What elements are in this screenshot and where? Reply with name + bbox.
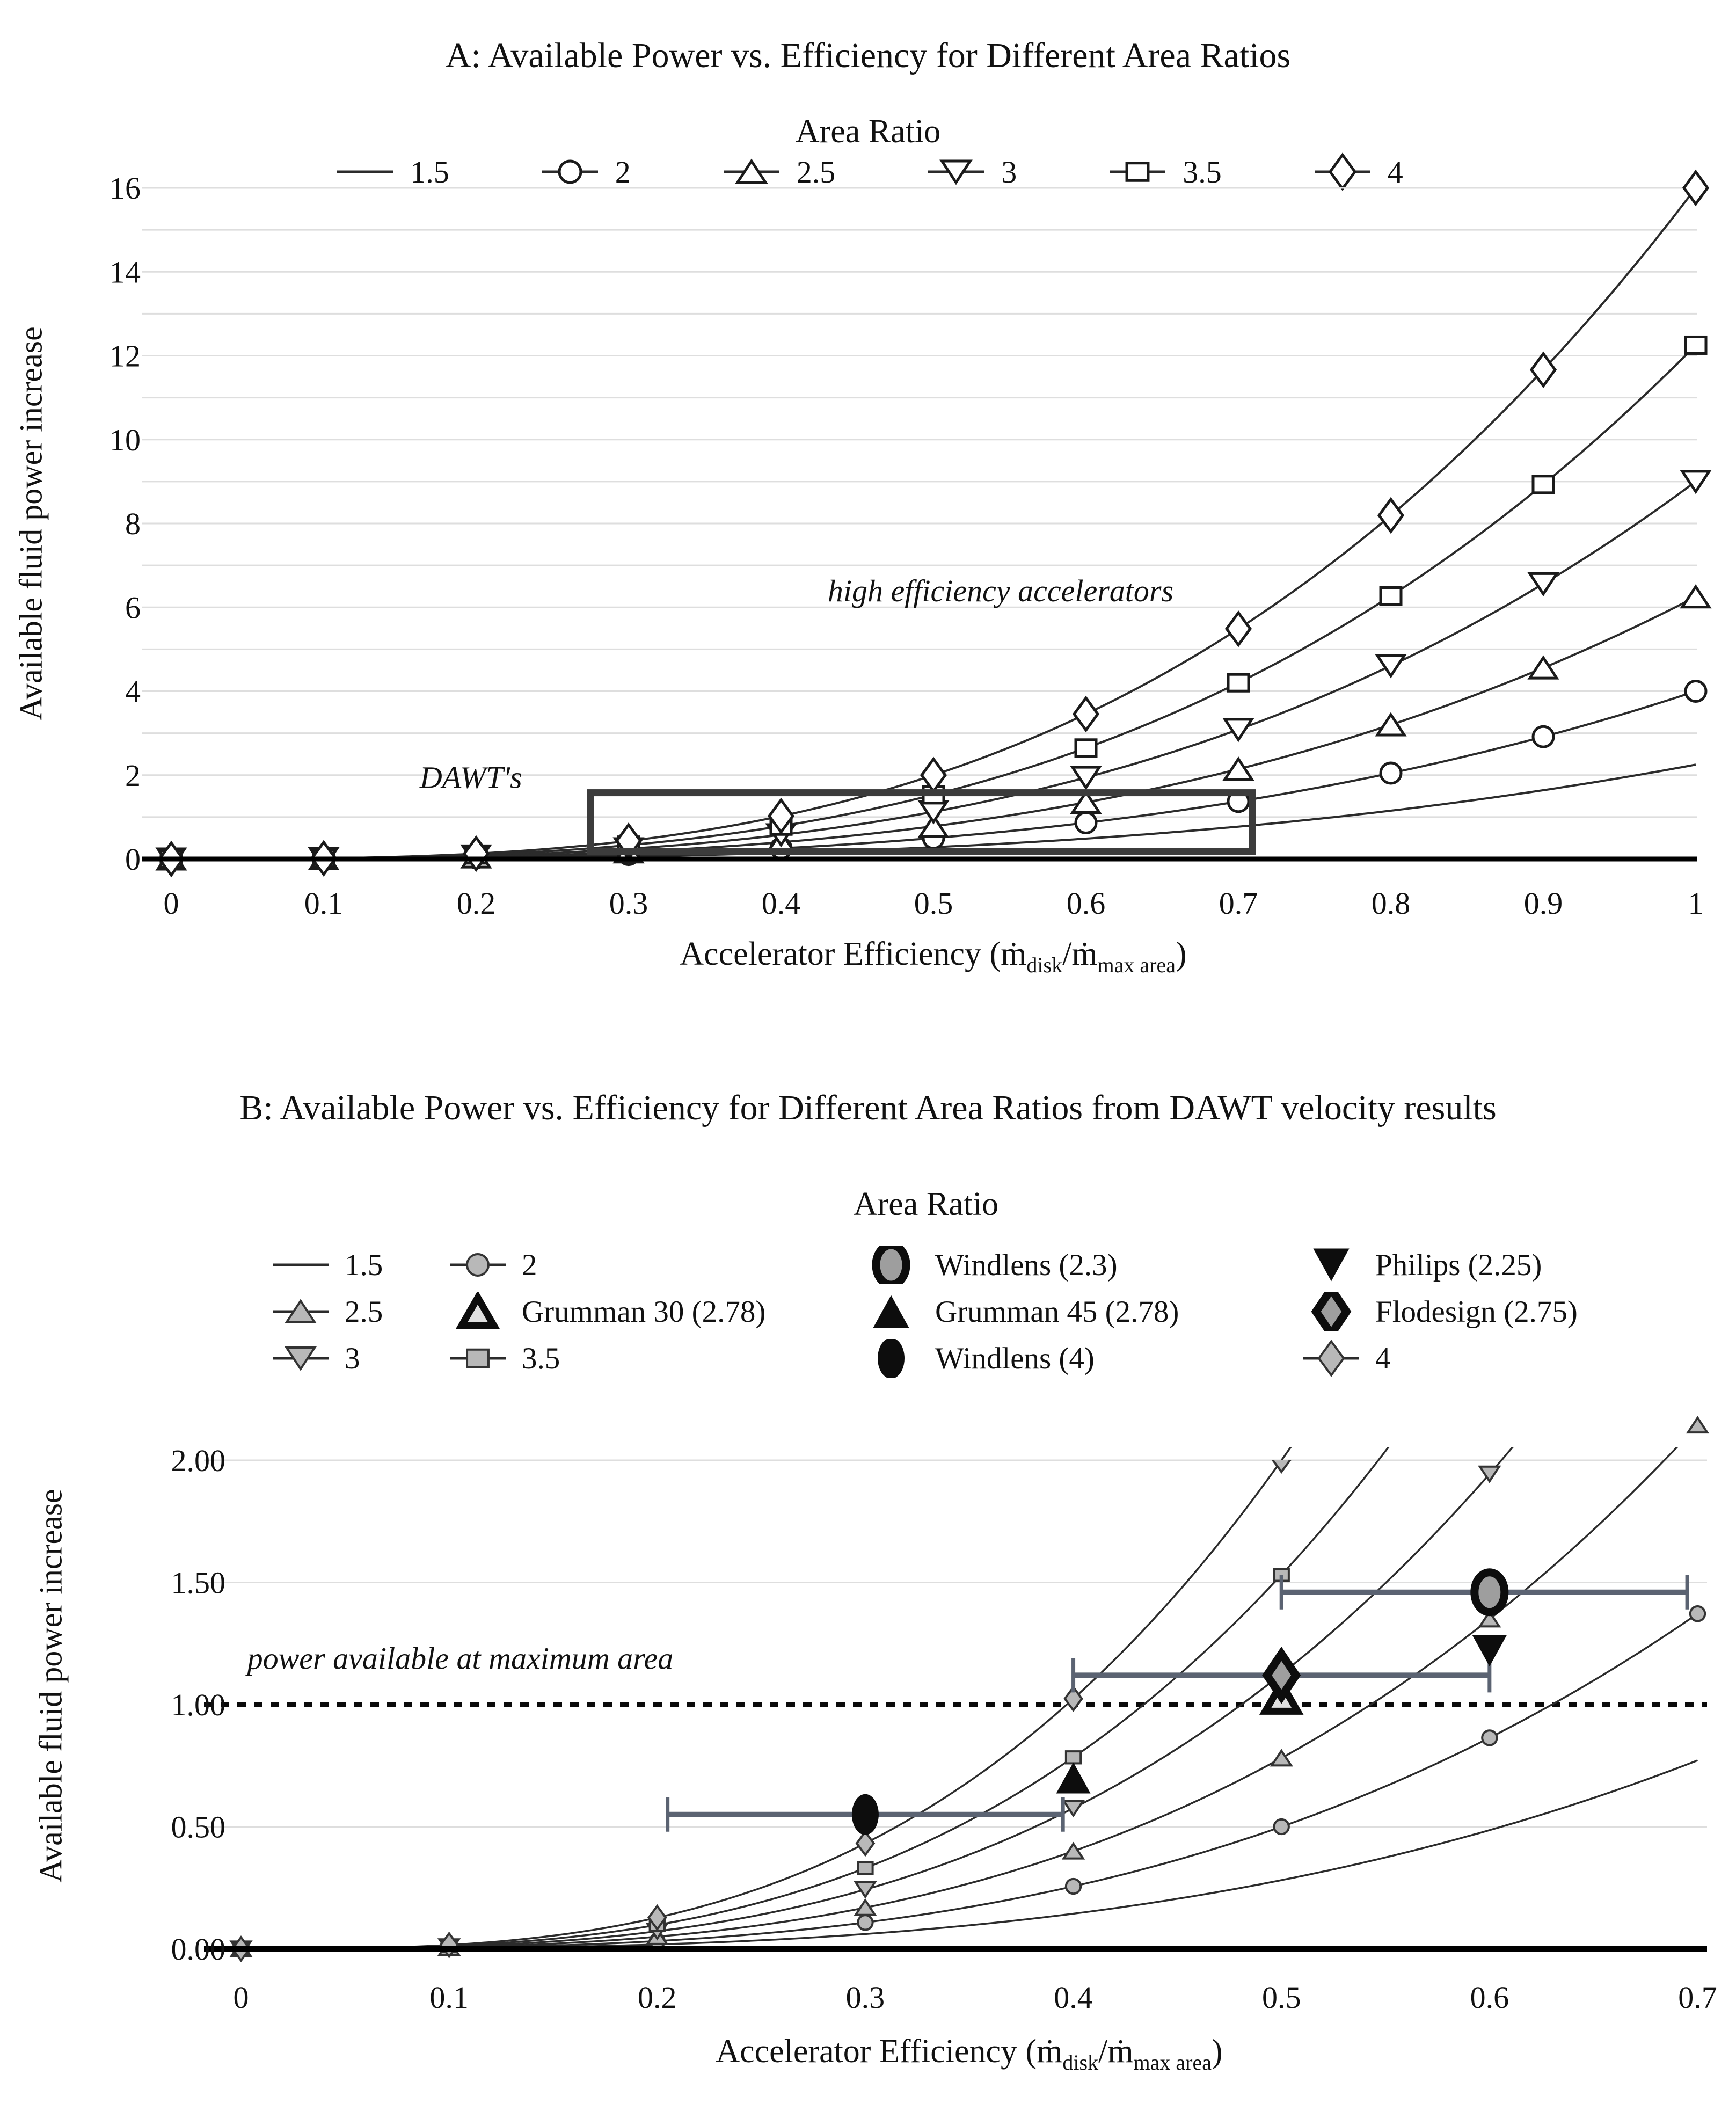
square-marker	[1076, 740, 1096, 756]
x-tick-label: 0.9	[1523, 886, 1563, 921]
triangle-down-marker	[1064, 1801, 1083, 1815]
x-tick-label: 0.4	[1054, 1980, 1093, 2015]
x-tick-label: 0.1	[304, 886, 344, 921]
diamond-marker	[1267, 1654, 1296, 1697]
chart-a-legend-title: Area Ratio	[795, 113, 941, 150]
circle-marker	[858, 1915, 872, 1930]
square-marker	[858, 1862, 872, 1874]
legend-label: 3	[345, 1341, 360, 1375]
legend-label: 2.5	[345, 1294, 383, 1329]
x-tick-label: 0.2	[638, 1980, 677, 2015]
x-tick-label: 0.6	[1470, 1980, 1509, 2015]
y-tick-label: 0	[125, 842, 141, 877]
legend-label: Windlens (4)	[935, 1341, 1095, 1375]
triangle-down-marker	[920, 802, 947, 822]
y-tick-label: 6	[125, 590, 141, 625]
xlabel-b-pre: Accelerator Efficiency (	[716, 2033, 1037, 2070]
triangle-up-marker	[1064, 1844, 1083, 1858]
triangle-down-marker	[1480, 1467, 1499, 1481]
legend-label: Flodesign (2.75)	[1375, 1294, 1578, 1329]
legend-label: 4	[1387, 154, 1403, 190]
diamond-marker	[1379, 499, 1403, 532]
legend-label: 3.5	[522, 1341, 560, 1375]
x-tick-label: 0.5	[1261, 1980, 1301, 2015]
xlabel-b-post: )	[1212, 2033, 1223, 2070]
diamond-marker	[857, 1832, 874, 1855]
y-tick-label: 12	[110, 338, 141, 374]
triangle-down-marker	[856, 1882, 875, 1897]
legend-label: Windlens (2.3)	[935, 1248, 1118, 1282]
chart-a-title: A: Available Power vs. Efficiency for Different Area Ratios	[445, 36, 1291, 75]
square-marker	[1066, 1751, 1081, 1763]
diamond-marker	[1227, 613, 1250, 645]
xlabel-b-sub1: disk	[1062, 2050, 1099, 2074]
circle-marker	[1686, 681, 1706, 702]
x-tick-label: 1	[1688, 886, 1704, 921]
xlabel-b-sub2: max area	[1133, 2050, 1212, 2074]
legend-label: 1.5	[345, 1248, 383, 1282]
xlabel-a-sub2: max area	[1097, 953, 1176, 977]
legend-label: 2.5	[796, 154, 836, 190]
circle-marker	[1076, 813, 1096, 833]
annotation: power available at maximum area	[247, 1641, 674, 1676]
chart-a-plot	[110, 171, 1709, 921]
circle-marker	[1475, 1573, 1505, 1612]
legend-label: Grumman 30 (2.78)	[522, 1294, 766, 1329]
circle-marker	[852, 1794, 879, 1835]
x-tick-label: 0.7	[1678, 1980, 1717, 2015]
triangle-up-marker	[1225, 759, 1252, 780]
legend-label: 1.5	[410, 154, 449, 190]
xlabel-a-sub1: disk	[1026, 953, 1063, 977]
y-tick-label: 8	[125, 506, 141, 541]
x-tick-label: 0.2	[456, 886, 496, 921]
legend-label: Philips (2.25)	[1375, 1248, 1542, 1282]
x-tick-label: 0	[163, 886, 179, 921]
xlabel-b-slash: /	[1098, 2033, 1108, 2070]
legend-label: 2	[615, 154, 631, 190]
legend-label: 2	[522, 1248, 537, 1282]
diamond-marker	[1531, 354, 1555, 386]
xlabel-a-mdot1: ṁ	[1001, 936, 1027, 972]
triangle-up-marker	[1056, 1763, 1091, 1794]
x-tick-label: 0.3	[609, 886, 648, 921]
y-tick-label: 1.00	[171, 1687, 225, 1722]
x-tick-label: 0.8	[1371, 886, 1411, 921]
xlabel-a-mdot2: ṁ	[1071, 936, 1098, 972]
series-curves	[241, 1315, 1698, 1949]
triangle-up-marker	[1272, 1751, 1291, 1765]
square-marker	[1228, 674, 1249, 691]
circle-marker	[1690, 1606, 1705, 1621]
x-tick-label: 0.5	[914, 886, 953, 921]
legend-label: Grumman 45 (2.78)	[935, 1294, 1179, 1329]
x-tick-label: 0.1	[429, 1980, 469, 2015]
xlabel-b-mdot2: ṁ	[1107, 2033, 1134, 2070]
circle-marker	[1482, 1730, 1497, 1745]
triangle-up-marker	[1688, 1418, 1707, 1432]
circle-marker	[1066, 1879, 1081, 1894]
y-tick-label: 14	[110, 254, 141, 290]
y-tick-label: 2.00	[171, 1443, 225, 1478]
x-tick-label: 0.6	[1066, 886, 1106, 921]
triangle-down-marker	[1472, 1635, 1507, 1666]
legend-label: 4	[1375, 1341, 1391, 1375]
triangle-up-marker	[856, 1900, 875, 1915]
square-marker	[1381, 588, 1401, 605]
triangle-down-marker	[1073, 767, 1099, 788]
triangle-down-marker	[1530, 573, 1557, 594]
y-tick-label: 2	[125, 758, 141, 793]
legend-label: 3	[1001, 154, 1017, 190]
x-tick-label: 0	[233, 1980, 249, 2015]
chart-a-y-axis-label: Available fluid power increase	[13, 326, 49, 720]
annotation: high efficiency accelerators	[827, 573, 1174, 608]
triangle-up-marker	[1377, 715, 1404, 735]
triangle-down-marker	[1377, 656, 1404, 676]
y-tick-label: 0.00	[171, 1932, 225, 1967]
square-marker	[1686, 337, 1706, 353]
triangle-up-marker	[1682, 587, 1709, 607]
chart-b-y-axis-label: Available fluid power increase	[33, 1489, 69, 1883]
chart-b-title: B: Available Power vs. Efficiency for Different Area Ratios from DAWT velocity results	[239, 1088, 1497, 1127]
y-tick-label: 0.50	[171, 1809, 225, 1845]
circle-marker	[1381, 763, 1401, 783]
xlabel-a-slash: /	[1062, 936, 1072, 972]
y-tick-label: 10	[110, 422, 141, 457]
diamond-marker	[1074, 698, 1098, 730]
series-line-4	[241, 1315, 1376, 1949]
x-tick-label: 0.7	[1219, 886, 1258, 921]
series-line-2.5	[241, 1425, 1698, 1949]
series-line-3.5	[241, 1319, 1479, 1949]
y-tick-label: 1.50	[171, 1565, 225, 1600]
x-tick-label: 0.4	[761, 886, 801, 921]
triangle-up-marker	[1530, 658, 1557, 678]
square-marker	[1533, 476, 1553, 493]
series-line-3	[241, 1319, 1613, 1949]
xlabel-b-mdot1: ṁ	[1037, 2033, 1063, 2070]
circle-marker	[1533, 726, 1553, 747]
xlabel-a-pre: Accelerator Efficiency (	[680, 936, 1001, 972]
y-tick-label: 16	[110, 171, 141, 206]
xlabel-a-post: )	[1176, 936, 1187, 972]
annotation: DAWT's	[419, 760, 522, 795]
triangle-down-marker	[1225, 719, 1252, 740]
legend-label: 3.5	[1183, 154, 1222, 190]
chart-b-legend-title: Area Ratio	[853, 1186, 999, 1222]
circle-marker	[1274, 1819, 1289, 1834]
chart-b-plot	[171, 1315, 1717, 2015]
y-tick-label: 4	[125, 674, 141, 709]
x-tick-label: 0.3	[845, 1980, 885, 2015]
